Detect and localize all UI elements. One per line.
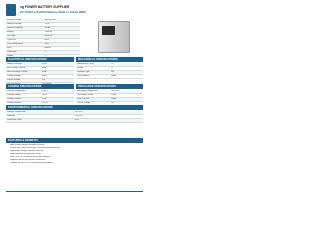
mechanical-specs-title: MECHANICAL SPECIFICATIONS <box>76 57 143 62</box>
mechanical-spec-row <box>76 75 143 79</box>
company-logo <box>6 4 16 16</box>
spec-value: 100A <box>110 94 143 98</box>
spec-value: 14.6V <box>41 75 74 79</box>
spec-value: 100A <box>41 98 74 102</box>
spec-label: Dimension(L*W*H) <box>76 63 110 67</box>
spec-label: Nominal Capacity <box>6 27 44 31</box>
spec-label: Protection Class <box>6 119 74 123</box>
spec-label: Peak Current <box>76 98 110 102</box>
mechanical-specs-table <box>76 63 143 79</box>
spec-label: Case Material <box>76 75 110 79</box>
features-list <box>6 144 143 165</box>
spec-label: Electrical Model <box>6 19 44 23</box>
environmental-specs-table <box>6 111 143 123</box>
spec-value: --- <box>110 67 143 71</box>
environmental-spec-row <box>6 119 143 123</box>
spec-label: Dimension <box>6 51 44 55</box>
spec-value: --- <box>44 51 80 55</box>
spec-value: 12.8V <box>44 23 80 27</box>
spec-label: Max Discharge Current <box>6 71 41 75</box>
spec-value: 0~45°C <box>41 90 74 94</box>
spec-label: Cycle Life <box>6 39 44 43</box>
spec-label: Charge Current <box>6 98 41 102</box>
spec-label: Cut-off Voltage <box>76 102 110 106</box>
spec-label: Weight <box>76 67 110 71</box>
electrical-specs-title: ELECTRICAL SPECIFICATIONS <box>6 57 74 62</box>
spec-value: 10V <box>110 102 143 106</box>
header <box>6 3 142 18</box>
spec-label: Weight <box>6 55 44 59</box>
spec-label: Cut-off Voltage <box>6 79 41 83</box>
spec-label: Charge Method <box>6 102 41 106</box>
spec-value: --- <box>44 55 80 59</box>
spec-label: Charge Temperature <box>6 90 41 94</box>
spec-value: LiFePO4 <box>44 35 80 39</box>
spec-value: Metal <box>110 75 143 79</box>
spec-value: 14.6V <box>41 94 74 98</box>
spec-label: Humidity <box>6 115 74 119</box>
spec-value: CC/CV <box>41 102 74 106</box>
spec-value: 4S1P <box>44 43 80 47</box>
charge-specs-title: CHARGE SPECIFICATIONS <box>6 84 74 89</box>
spec-label: Terminal Type <box>76 71 110 75</box>
discharge-specs-table <box>76 90 143 106</box>
spec-value: 1280Wh <box>44 31 80 35</box>
spec-value: 100Ah <box>44 27 80 31</box>
discharge-specs-title: DISCHARGE SPECIFICATIONS <box>76 84 143 89</box>
header-title: ng POWER BATTERY SUPPLIER <box>20 5 70 9</box>
feature-item: • Suitable for solar, RV, marine and backup power. <box>10 162 143 165</box>
feature-item: • Wide operating temperature range. <box>10 153 143 156</box>
datasheet-page <box>0 0 149 198</box>
features-title: FEATURES & BENEFITS <box>6 138 143 143</box>
feature-item: • Built-in BMS with overcharge / over-discharge protection. <box>10 147 143 150</box>
spec-value: 10V <box>41 79 74 83</box>
spec-value: SBT100 BV1 <box>44 19 80 23</box>
battery-illustration <box>98 21 130 53</box>
feature-item: • Lightweight design, maintenance free. <box>10 150 143 153</box>
basic-specs-table <box>6 19 80 59</box>
spec-label: Discharge Temperature <box>76 90 110 94</box>
spec-value: 100A <box>41 71 74 75</box>
spec-value: 100A <box>41 67 74 71</box>
feature-item: • Supports series and parallel connection. <box>10 159 143 162</box>
spec-value: --- <box>110 63 143 67</box>
charge-specs-table <box>6 90 74 106</box>
environmental-specs-title: ENVIRONMENTAL SPECIFICATIONS <box>6 105 143 110</box>
spec-value: Built-in <box>44 47 80 51</box>
feature-item: • High energy density and long cycle life. <box>10 144 143 147</box>
spec-value: 6000 <box>44 39 80 43</box>
spec-label: Nominal Voltage <box>6 23 44 27</box>
spec-label: Charge Voltage <box>6 94 41 98</box>
spec-value: 12.8V <box>41 63 74 67</box>
spec-value: M8 <box>110 71 143 75</box>
spec-value: 200A <box>110 98 143 102</box>
spec-value: -10~50°C <box>74 111 143 115</box>
spec-label: Energy <box>6 31 44 35</box>
spec-label: Cell Configuration <box>6 43 44 47</box>
spec-value: IP65 <box>74 119 143 123</box>
spec-label: Discharge Current <box>76 94 110 98</box>
spec-label: Storage Temperature <box>6 111 74 115</box>
footer-rule <box>6 191 143 195</box>
header-subtitle: 2V 100Ah LiFePO4 Battery Built-in Smart BMS <box>20 10 86 14</box>
spec-label: Nominal Voltage <box>6 63 41 67</box>
spec-value: 5%~95% <box>74 115 143 119</box>
spec-label: Cell Type <box>6 35 44 39</box>
battery-display-panel <box>102 26 115 35</box>
spec-label: Charge Voltage <box>6 75 41 79</box>
feature-item: • Safe LiFePO4 chemistry, no thermal runaway. <box>10 156 143 159</box>
product-image <box>84 19 142 55</box>
spec-label: BMS <box>6 47 44 51</box>
features-section <box>6 138 143 165</box>
spec-label: Max Charge Current <box>6 67 41 71</box>
spec-value: -20~60°C <box>110 90 143 94</box>
